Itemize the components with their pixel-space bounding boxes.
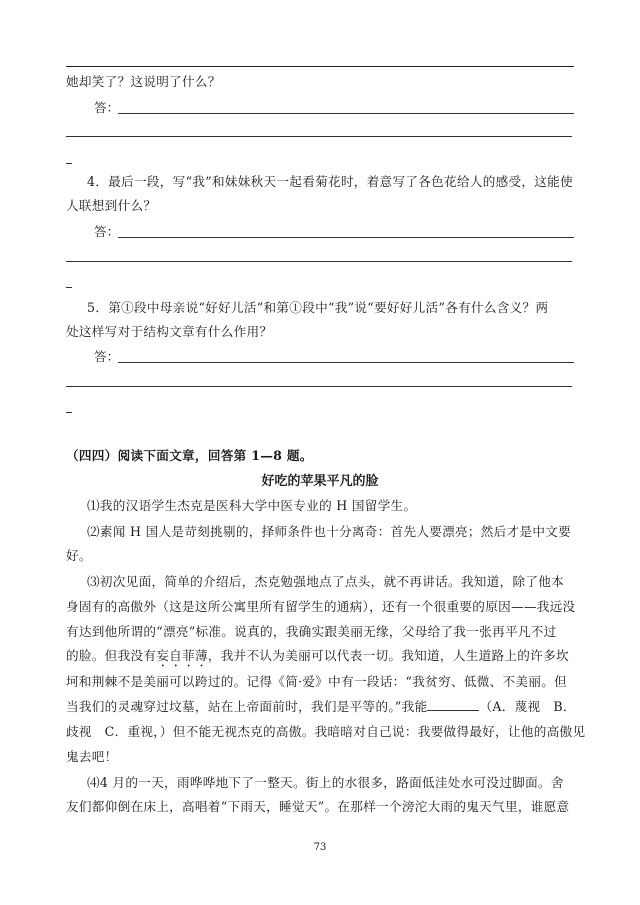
answer-line [66, 386, 572, 387]
question-4-line2: 人联想到什么？ [66, 198, 157, 213]
answer-line-stub [66, 287, 72, 288]
question-3-tail: 她却笑了？这说明了什么？ [66, 74, 221, 89]
paragraph-3-line8: 鬼去吧！ [66, 749, 118, 764]
section-heading: （四四）阅读下面文章，回答第 1—8 题。 [66, 448, 313, 463]
page-number: 73 [313, 842, 327, 853]
answer-line [66, 261, 572, 262]
article-title: 好吃的苹果平凡的脸 [261, 474, 379, 489]
paragraph-3-line2: 身固有的高傲外（这是这所公寓里所有留学生的通病），还有一个很重要的原因——我远没 [66, 599, 576, 614]
answer-line [118, 237, 574, 238]
p3-text-b: ，我并不认为美丽可以代表一切。我知道，人生道路上的许多坎 [207, 648, 569, 663]
paragraph-3-line7: 歧视 C．重视，）但不能无视杰克的高傲。我暗暗对自己说：我要做得最好，让他的高傲见 [66, 724, 586, 739]
answer-line [118, 113, 574, 114]
question-4-line1: 4．最后一段，写“我”和妹妹秋天一起看菊花时，着意写了各色花给人的感受，这能使 [87, 174, 573, 189]
paragraph-4-line2: 友们都仰倒在床上，高唱着“下雨天，睡觉天”。在那样一个滂沱大雨的鬼天气里，谁愿意 [66, 799, 570, 814]
answer-label: 答： [94, 224, 120, 239]
answer-label: 答： [94, 349, 120, 364]
answer-label: 答： [94, 100, 120, 115]
question-5-line2: 处这样写对于结构文章有什么作用？ [66, 324, 273, 339]
paragraph-2-line2: 好。 [66, 548, 92, 563]
paragraph-4-line1: ⑷4 月的一天，雨哗哗地下了一整天。街上的水很多，路面低洼处水可没过脚面。舍 [87, 775, 564, 790]
fill-in-blank[interactable] [427, 698, 479, 711]
p3-text-d: （A．蔑视 B． [479, 699, 576, 714]
emphasized-phrase: 妄自菲薄 [156, 648, 208, 663]
paragraph-3-line6 [66, 697, 576, 717]
paragraph-2-line1: ⑵素闻 H 国人是苛刻挑剔的，择师条件也十分离奇：首先人要漂亮；然后才是中文要 [87, 524, 572, 539]
p3-text-c: 当我们的灵魂穿过坟墓，站在上帝面前时，我们是平等的。”我能 [66, 699, 428, 714]
paragraph-3-line3: 有达到他所谓的“漂亮”标准。说真的，我确实跟美丽无缘，父母给了我一张再平凡不过 [66, 624, 557, 639]
answer-line-stub [66, 163, 72, 164]
paragraph-1: ⑴我的汉语学生杰克是医科大学中医专业的 H 国留学生。 [87, 498, 417, 513]
paragraph-3-line5: 坷和荆棘不是美丽可以跨过的。记得《简·爱》中有一段话：“我贫穷、低微、不美丽。但 [66, 674, 568, 689]
paragraph-3-line1: ⑶初次见面，简单的介绍后，杰克勉强地点了点头，就不再讲话。我知道，除了他本 [87, 574, 565, 589]
top-rule [66, 66, 574, 67]
p3-text-a: 的脸。但我没有 [66, 648, 157, 663]
answer-line [66, 136, 572, 137]
answer-line-stub [66, 412, 72, 413]
answer-line [118, 362, 574, 363]
paragraph-3-line4 [66, 646, 569, 670]
question-5-line1: 5．第①段中母亲说“好好儿活”和第①段中“我”说“要好好儿活”各有什么含义？两 [87, 300, 549, 315]
